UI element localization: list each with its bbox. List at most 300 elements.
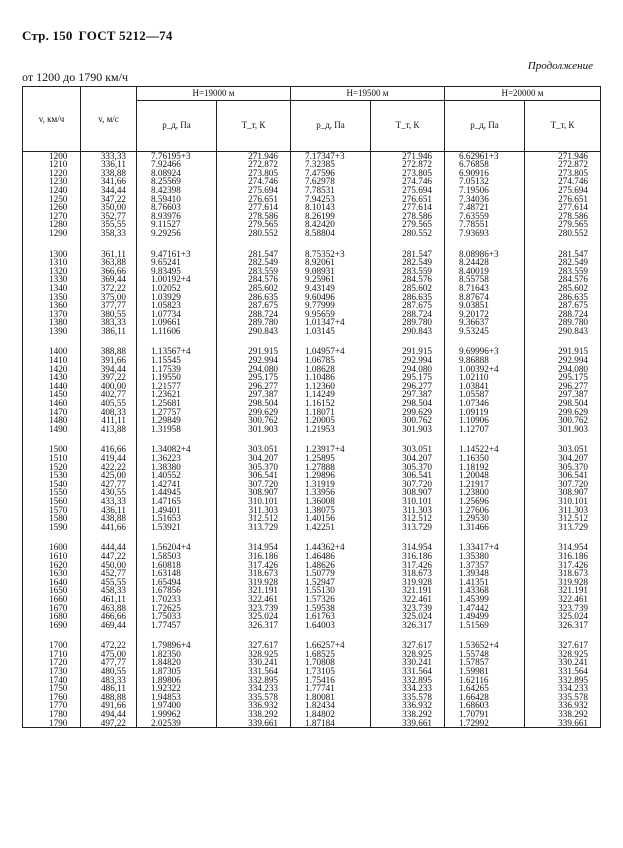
table-row [23,327,601,336]
spacer-cell [525,238,601,250]
temperature-cell: 307.720 [371,480,445,489]
spacer-cell [371,238,445,250]
speed-ms-cell: 447,22 [81,552,137,561]
temperature-cell: 306.541 [371,471,445,480]
pressure-cell: 1.39348 [445,569,525,578]
pressure-cell: 1.14522+4 [445,445,525,454]
pressure-cell: 7.48721 [445,203,525,212]
temperature-cell: 330.241 [217,658,291,667]
temperature-cell: 291.915 [371,347,445,356]
temperature-cell: 280.552 [525,229,601,238]
temperature-cell: 308.907 [217,488,291,497]
pressure-cell: 6.90916 [445,169,525,178]
temperature-cell: 312.512 [525,514,601,523]
temperature-cell: 301.903 [217,425,291,434]
temperature-cell: 271.946 [371,151,445,160]
temperature-cell: 282.549 [371,258,445,267]
pressure-cell: 1.82434 [291,701,371,710]
pressure-cell: 9.47161+3 [137,250,217,259]
pressure-cell: 9.83495 [137,267,217,276]
pressure-cell: 1.58503 [137,552,217,561]
speed-kmh-cell: 1200 [23,151,81,160]
speed-ms-cell: 441,66 [81,523,137,532]
temperature-cell: 277.614 [371,203,445,212]
temperature-cell: 297.387 [217,390,291,399]
temperature-cell: 300.762 [371,416,445,425]
pressure-cell: 8.92061 [291,258,371,267]
pressure-cell: 1.11606 [137,327,217,336]
pressure-cell: 1.31958 [137,425,217,434]
speed-ms-cell: 369,44 [81,275,137,284]
pressure-cell: 7.19506 [445,186,525,195]
pressure-cell: 8.40019 [445,267,525,276]
temperature-cell: 279.565 [525,220,601,229]
temperature-cell: 303.051 [525,445,601,454]
pressure-cell: 9.43149 [291,284,371,293]
speed-ms-cell: 450,00 [81,561,137,570]
pressure-cell: 1.27757 [137,408,217,417]
temperature-cell: 292.994 [217,356,291,365]
temperature-cell: 295.175 [525,373,601,382]
pressure-cell: 1.07346 [445,399,525,408]
speed-ms-cell: 444,44 [81,543,137,552]
speed-kmh-cell: 1720 [23,658,81,667]
temperature-cell: 313.729 [371,523,445,532]
speed-ms-cell: 419,44 [81,454,137,463]
pressure-cell: 8.75352+3 [291,250,371,259]
temperature-cell: 326.317 [371,621,445,630]
temperature-cell: 300.762 [217,416,291,425]
pressure-cell: 9.03851 [445,301,525,310]
pressure-cell: 1.21577 [137,382,217,391]
temperature-cell: 321.191 [525,586,601,595]
speed-ms-cell: 466,66 [81,612,137,621]
temperature-cell: 301.903 [371,425,445,434]
temperature-cell: 298.504 [371,399,445,408]
pressure-cell: 1.70808 [291,658,371,667]
header-pressure: p_д, Па [445,100,525,151]
pressure-cell: 8.58804 [291,229,371,238]
pressure-cell: 1.06785 [291,356,371,365]
temperature-cell: 312.512 [371,514,445,523]
temperature-cell: 318.673 [525,569,601,578]
pressure-cell: 8.87674 [445,293,525,302]
temperature-cell: 278.586 [371,212,445,221]
pressure-cell: 1.16350 [445,454,525,463]
block-separator [23,238,601,250]
temperature-cell: 317.426 [525,561,601,570]
pressure-cell: 1.13567+4 [137,347,217,356]
pressure-cell: 1.36008 [291,497,371,506]
pressure-cell: 1.63148 [137,569,217,578]
pressure-cell: 1.84820 [137,658,217,667]
temperature-cell: 277.614 [525,203,601,212]
pressure-cell: 1.40156 [291,514,371,523]
temperature-cell: 305.370 [525,463,601,472]
temperature-cell: 291.915 [525,347,601,356]
speed-kmh-cell: 1670 [23,604,81,613]
temperature-cell: 295.175 [371,373,445,382]
temperature-cell: 327.617 [525,641,601,650]
temperature-cell: 322.461 [525,595,601,604]
temperature-cell: 288.724 [525,310,601,319]
pressure-cell: 1.03145 [291,327,371,336]
pressure-cell: 1.29896 [291,471,371,480]
header-temperature: T_т, К [371,100,445,151]
temperature-cell: 273.805 [525,169,601,178]
range-title: от 1200 до 1790 км/ч [22,70,128,84]
speed-kmh-cell: 1480 [23,416,81,425]
speed-ms-cell: 380,55 [81,310,137,319]
pressure-cell: 1.02110 [445,373,525,382]
speed-kmh-cell: 1510 [23,454,81,463]
temperature-cell: 317.426 [217,561,291,570]
pressure-cell: 2.02539 [137,719,217,728]
pressure-cell: 1.75416 [291,676,371,685]
speed-ms-cell: 375,00 [81,293,137,302]
temperature-cell: 276.651 [217,195,291,204]
pressure-cell: 9.25961 [291,275,371,284]
speed-ms-cell: 483,33 [81,676,137,685]
speed-ms-cell: 344,44 [81,186,137,195]
pressure-cell: 1.25895 [291,454,371,463]
speed-kmh-cell: 1620 [23,561,81,570]
temperature-cell: 281.547 [217,250,291,259]
speed-ms-cell: 405,55 [81,399,137,408]
temperature-cell: 280.552 [217,229,291,238]
pressure-cell: 1.38075 [291,506,371,515]
table-body [23,151,601,728]
speed-kmh-cell: 1610 [23,552,81,561]
temperature-cell: 273.805 [371,169,445,178]
temperature-cell: 311.303 [525,506,601,515]
page-number: Стр. 150 [22,28,73,43]
temperature-cell: 272.872 [525,160,601,169]
pressure-cell: 1.80081 [291,693,371,702]
temperature-cell: 296.277 [525,382,601,391]
temperature-cell: 339.661 [371,719,445,728]
speed-kmh-cell: 1770 [23,701,81,710]
temperature-cell: 288.724 [217,310,291,319]
temperature-cell: 275.694 [371,186,445,195]
speed-ms-cell: 400,00 [81,382,137,391]
speed-ms-cell: 352,77 [81,212,137,221]
header-altitude-3: H=20000 м [445,87,601,101]
speed-kmh-cell: 1700 [23,641,81,650]
temperature-cell: 282.549 [525,258,601,267]
pressure-cell: 1.17539 [137,365,217,374]
temperature-cell: 307.720 [525,480,601,489]
pressure-cell: 1.55748 [445,650,525,659]
temperature-cell: 299.629 [525,408,601,417]
pressure-cell: 1.00392+4 [445,365,525,374]
pressure-cell: 7.63559 [445,212,525,221]
speed-kmh-cell: 1690 [23,621,81,630]
temperature-cell: 273.805 [217,169,291,178]
temperature-cell: 331.564 [525,667,601,676]
temperature-cell: 274.746 [525,177,601,186]
temperature-cell: 289.780 [525,318,601,327]
speed-kmh-cell: 1270 [23,212,81,221]
speed-kmh-cell: 1600 [23,543,81,552]
pressure-cell: 1.68525 [291,650,371,659]
pressure-cell: 9.77999 [291,301,371,310]
pressure-cell: 1.53652+4 [445,641,525,650]
pressure-cell: 1.21953 [291,425,371,434]
pressure-cell: 7.62978 [291,177,371,186]
pressure-cell: 1.89806 [137,676,217,685]
temperature-cell: 319.928 [217,578,291,587]
pressure-cell: 1.64265 [445,684,525,693]
pressure-cell: 7.32385 [291,160,371,169]
header-v-kmh: v, км/ч [23,87,81,152]
speed-ms-cell: 391,66 [81,356,137,365]
speed-kmh-cell: 1630 [23,569,81,578]
temperature-cell: 314.954 [217,543,291,552]
pressure-cell: 1.44945 [137,488,217,497]
temperature-cell: 335.578 [371,693,445,702]
pressure-cell: 1.01347+4 [291,318,371,327]
temperature-cell: 290.843 [371,327,445,336]
pressure-cell: 8.55758 [445,275,525,284]
temperature-cell: 288.724 [371,310,445,319]
speed-ms-cell: 394,44 [81,365,137,374]
temperature-cell: 332.895 [217,676,291,685]
temperature-cell: 272.872 [217,160,291,169]
spacer-cell [137,238,217,250]
pressure-cell: 1.04957+4 [291,347,371,356]
speed-ms-cell: 347,22 [81,195,137,204]
temperature-cell: 287.675 [217,301,291,310]
temperature-cell: 285.602 [525,284,601,293]
pressure-cell: 6.76858 [445,160,525,169]
speed-kmh-cell: 1590 [23,523,81,532]
speed-kmh-cell: 1570 [23,506,81,515]
temperature-cell: 296.277 [371,382,445,391]
speed-kmh-cell: 1520 [23,463,81,472]
temperature-cell: 281.547 [371,250,445,259]
temperature-cell: 314.954 [371,543,445,552]
speed-kmh-cell: 1330 [23,275,81,284]
temperature-cell: 331.564 [217,667,291,676]
temperature-cell: 276.651 [371,195,445,204]
speed-ms-cell: 372,22 [81,284,137,293]
speed-ms-cell: 336,11 [81,160,137,169]
table-row [23,621,601,630]
temperature-cell: 299.629 [217,408,291,417]
pressure-cell: 1.40552 [137,471,217,480]
speed-kmh-cell: 1530 [23,471,81,480]
pressure-cell: 7.76195+3 [137,151,217,160]
pressure-cell: 1.57326 [291,595,371,604]
pressure-cell: 1.72992 [445,719,525,728]
pressure-cell: 1.59538 [291,604,371,613]
speed-kmh-cell: 1500 [23,445,81,454]
pressure-cell: 1.48626 [291,561,371,570]
temperature-cell: 287.675 [371,301,445,310]
temperature-cell: 283.559 [371,267,445,276]
table-row [23,523,601,532]
pressure-cell: 8.71643 [445,284,525,293]
temperature-cell: 330.241 [525,658,601,667]
speed-ms-cell: 436,11 [81,506,137,515]
pressure-cell: 7.17347+3 [291,151,371,160]
temperature-cell: 292.994 [371,356,445,365]
pressure-cell: 7.34036 [445,195,525,204]
pressure-cell: 8.76603 [137,203,217,212]
temperature-cell: 307.720 [217,480,291,489]
temperature-cell: 286.635 [525,293,601,302]
speed-ms-cell: 425,00 [81,471,137,480]
temperature-cell: 276.651 [525,195,601,204]
temperature-cell: 328.925 [217,650,291,659]
pressure-cell: 1.60818 [137,561,217,570]
temperature-cell: 316.186 [371,552,445,561]
speed-ms-cell: 411,11 [81,416,137,425]
speed-ms-cell: 416,66 [81,445,137,454]
pressure-cell: 1.59981 [445,667,525,676]
temperature-cell: 290.843 [217,327,291,336]
speed-ms-cell: 494,44 [81,710,137,719]
pressure-cell: 8.42398 [137,186,217,195]
temperature-cell: 305.370 [371,463,445,472]
speed-kmh-cell: 1290 [23,229,81,238]
pressure-cell: 1.52947 [291,578,371,587]
temperature-cell: 312.512 [217,514,291,523]
pressure-cell: 1.14249 [291,390,371,399]
pressure-cell: 1.55130 [291,586,371,595]
speed-kmh-cell: 1420 [23,365,81,374]
temperature-cell: 338.292 [525,710,601,719]
speed-ms-cell: 422,22 [81,463,137,472]
table-row [23,229,601,238]
temperature-cell: 292.994 [525,356,601,365]
speed-ms-cell: 333,33 [81,151,137,160]
speed-kmh-cell: 1220 [23,169,81,178]
speed-ms-cell: 497,22 [81,719,137,728]
speed-ms-cell: 427,77 [81,480,137,489]
pressure-cell: 9.08931 [291,267,371,276]
speed-ms-cell: 472,22 [81,641,137,650]
speed-kmh-cell: 1760 [23,693,81,702]
pressure-cell: 1.66428 [445,693,525,702]
temperature-cell: 322.461 [371,595,445,604]
speed-kmh-cell: 1540 [23,480,81,489]
temperature-cell: 272.872 [371,160,445,169]
pressure-cell: 1.00192+4 [137,275,217,284]
speed-ms-cell: 477,77 [81,658,137,667]
pressure-cell: 1.62116 [445,676,525,685]
speed-kmh-cell: 1730 [23,667,81,676]
temperature-cell: 323.739 [525,604,601,613]
header-pressure: p_д, Па [291,100,371,151]
speed-kmh-cell: 1460 [23,399,81,408]
pressure-cell: 1.27888 [291,463,371,472]
pressure-cell: 9.69996+3 [445,347,525,356]
speed-kmh-cell: 1280 [23,220,81,229]
speed-ms-cell: 366,66 [81,267,137,276]
temperature-cell: 338.292 [217,710,291,719]
temperature-cell: 316.186 [525,552,601,561]
speed-ms-cell: 408,33 [81,408,137,417]
speed-kmh-cell: 1380 [23,318,81,327]
temperature-cell: 283.559 [217,267,291,276]
speed-kmh-cell: 1350 [23,293,81,302]
pressure-cell: 1.47442 [445,604,525,613]
pressure-cell: 1.42251 [291,523,371,532]
temperature-cell: 325.024 [371,612,445,621]
speed-ms-cell: 358,33 [81,229,137,238]
speed-kmh-cell: 1260 [23,203,81,212]
speed-kmh-cell: 1370 [23,310,81,319]
pressure-cell: 1.56204+4 [137,543,217,552]
pressure-cell: 1.10486 [291,373,371,382]
speed-kmh-cell: 1410 [23,356,81,365]
pressure-cell: 1.33417+4 [445,543,525,552]
speed-ms-cell: 486,11 [81,684,137,693]
speed-ms-cell: 355,55 [81,220,137,229]
temperature-cell: 294.080 [371,365,445,374]
temperature-cell: 305.370 [217,463,291,472]
speed-kmh-cell: 1680 [23,612,81,621]
speed-kmh-cell: 1390 [23,327,81,336]
pressure-cell: 1.49499 [445,612,525,621]
pressure-cell: 9.53245 [445,327,525,336]
pressure-cell: 8.93976 [137,212,217,221]
speed-ms-cell: 338,88 [81,169,137,178]
pressure-cell: 7.92466 [137,160,217,169]
pressure-cell: 1.45399 [445,595,525,604]
speed-ms-cell: 458,33 [81,586,137,595]
speed-ms-cell: 452,77 [81,569,137,578]
temperature-cell: 289.780 [217,318,291,327]
speed-ms-cell: 455,55 [81,578,137,587]
pressure-cell: 1.15545 [137,356,217,365]
speed-kmh-cell: 1310 [23,258,81,267]
speed-ms-cell: 413,88 [81,425,137,434]
pressure-cell: 1.35380 [445,552,525,561]
pressure-cell: 1.41351 [445,578,525,587]
temperature-cell: 284.576 [371,275,445,284]
continuation-label: Продолжение [527,60,593,72]
pressure-cell: 1.31466 [445,523,525,532]
pressure-cell: 1.70233 [137,595,217,604]
temperature-cell: 299.629 [371,408,445,417]
pressure-cell: 1.47165 [137,497,217,506]
temperature-cell: 303.051 [371,445,445,454]
temperature-cell: 325.024 [525,612,601,621]
pressure-cell: 1.25696 [445,497,525,506]
pressure-cell: 1.19550 [137,373,217,382]
header-temperature: T_т, К [217,100,291,151]
temperature-cell: 321.191 [371,586,445,595]
pressure-cell: 1.20048 [445,471,525,480]
pressure-cell: 8.25569 [137,177,217,186]
speed-ms-cell: 350,00 [81,203,137,212]
temperature-cell: 289.780 [371,318,445,327]
speed-kmh-cell: 1400 [23,347,81,356]
pressure-cell: 8.08986+3 [445,250,525,259]
speed-kmh-cell: 1550 [23,488,81,497]
speed-kmh-cell: 1440 [23,382,81,391]
temperature-cell: 310.101 [371,497,445,506]
pressure-cell: 9.86888 [445,356,525,365]
temperature-cell: 278.586 [525,212,601,221]
speed-ms-cell: 402,77 [81,390,137,399]
speed-ms-cell: 388,88 [81,347,137,356]
temperature-cell: 290.843 [525,327,601,336]
speed-kmh-cell: 1210 [23,160,81,169]
